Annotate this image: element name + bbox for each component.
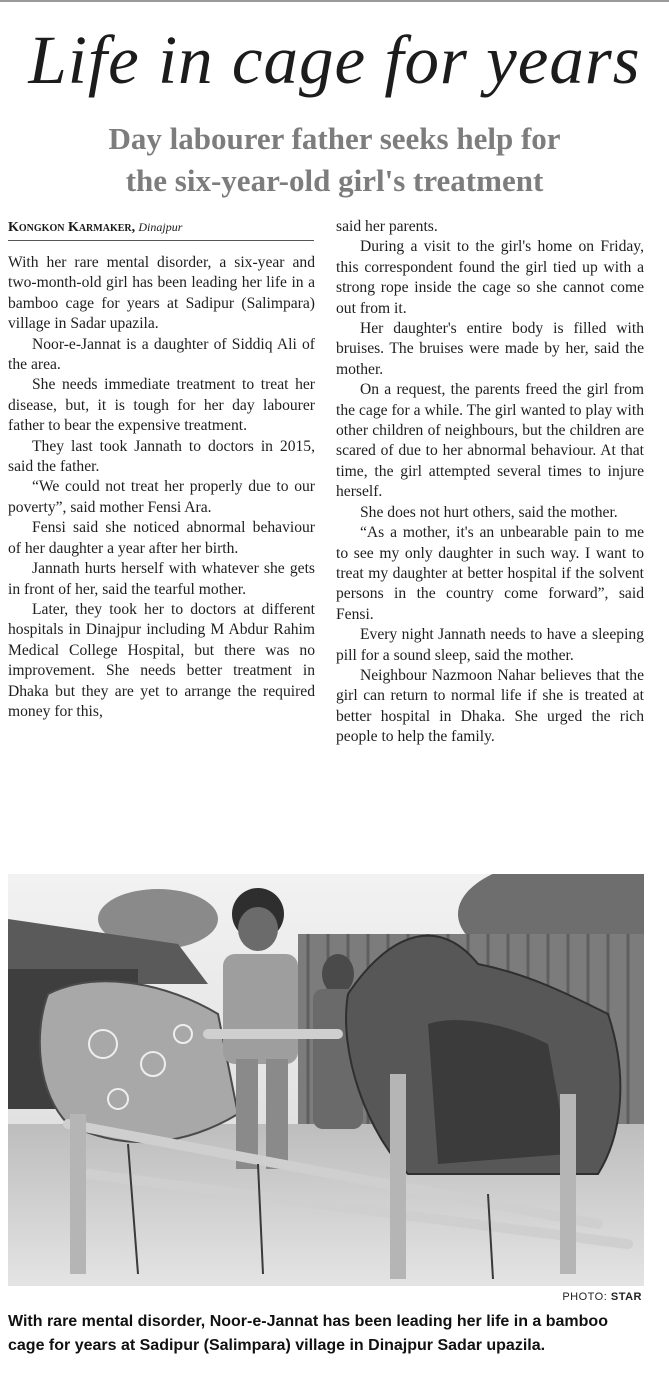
paragraph: Every night Jannath needs to have a sleeping pill for a sound sleep, said the mother.	[336, 626, 644, 664]
photo-credit-source: STAR	[610, 1291, 642, 1303]
photo-credit	[562, 1291, 642, 1303]
paragraph: Jannath hurts herself with whatever she gets in front of her, said the tearful mother.	[8, 560, 315, 598]
byline-author: Kongkon Karmaker,	[8, 220, 136, 235]
paragraph: On a request, the parents freed the girl from the cage for a while. The girl wanted to play with other children of neighbours, but the children are scared of due to her abnormal behaviour. At that time, the girl attempted several times to injure herself.	[336, 381, 644, 501]
right-column	[336, 217, 644, 748]
cage-photo-icon	[8, 874, 644, 1286]
paragraph: During a visit to the girl's home on Friday, this correspondent found the girl tied up with a strong rope inside the cage so she cannot come out from it.	[336, 238, 644, 317]
subhead-line-1: Day labourer father seeks help for	[108, 121, 561, 156]
byline	[8, 219, 314, 241]
paragraph: “We could not treat her properly due to our poverty”, said mother Fensi Ara.	[8, 478, 315, 516]
subhead-line-2: the six-year-old girl's treatment	[125, 163, 544, 198]
photo-credit-label: PHOTO:	[562, 1291, 608, 1303]
paragraph: “As a mother, it's an unbearable pain to me to see my only daughter in such way. I want to treat my daughter at better hospital if the solvent persons in the country come forward”, said Fensi.	[336, 524, 644, 623]
paragraph: Neighbour Nazmoon Nahar believes that the girl can return to normal life if she is treated at better hospital in Dhaka. She urged the rich people to help the family.	[336, 666, 644, 746]
left-column	[8, 253, 315, 722]
top-rule	[0, 0, 669, 2]
paragraph: Fensi said she noticed abnormal behaviour of her daughter a year after her birth.	[8, 519, 315, 557]
news-photo	[8, 874, 644, 1286]
headline: Life in cage for years	[28, 22, 641, 98]
paragraph: Noor-e-Jannat is a daughter of Siddiq Ali of the area.	[8, 335, 315, 374]
paragraph: She does not hurt others, said the mother.	[360, 503, 618, 521]
paragraph: She needs immediate treatment to treat her disease, but, it is tough for her day labourer father to bear the expensive treatment.	[8, 376, 315, 435]
paragraph: Her daughter's entire body is filled with bruises. The bruises were made by her, said the mother.	[336, 320, 644, 378]
paragraph: They last took Jannath to doctors in 2015, said the father.	[8, 437, 315, 476]
photo-caption: With rare mental disorder, Noor-e-Jannat has been leading her life in a bamboo cage for years at Sadipur (Salimpara) village in Dinajpur Sadar upazila.	[8, 1313, 608, 1354]
paragraph-continuation: said her parents.	[336, 218, 438, 235]
paragraph: With her rare mental disorder, a six-year and two-month-old girl has been leading her life in a bamboo cage for years at Sadipur (Salimpara) village in Sadar upazila.	[8, 254, 315, 333]
paragraph: Later, they took her to doctors at different hospitals in Dinajpur including M Abdur Rahim Medical College Hospital, but there was no improvement. She needs better treatment in Dhaka but they are yet to arrange the required money for this,	[8, 600, 315, 720]
subheadline	[10, 118, 659, 202]
byline-location: Dinajpur	[138, 220, 183, 234]
